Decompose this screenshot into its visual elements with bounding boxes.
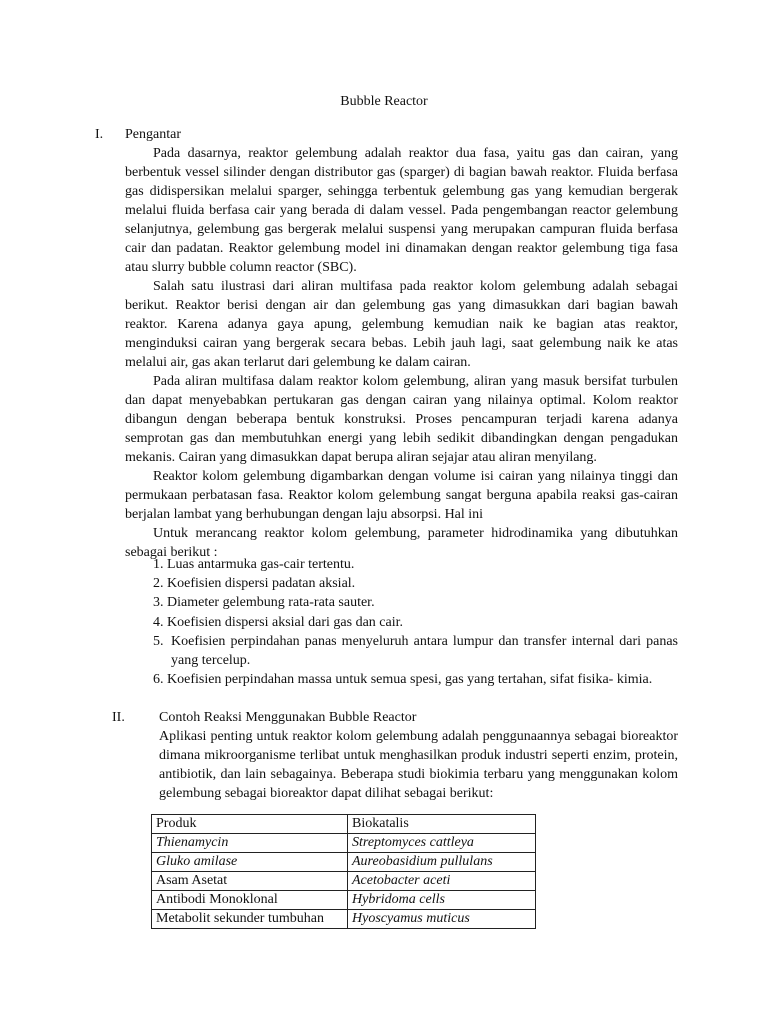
list-number: 4.	[153, 614, 164, 630]
table-row	[152, 853, 536, 872]
paragraph: Pada aliran multifasa dalam reaktor kolom gelembung, aliran yang masuk bersifat turbulen dan dapat menyebabkan pertukaran gas dengan cairan yang nilainya optimal. Kolom reaktor dibangun dengan beberapa bentuk konstruksi. Proses pencampuran terjadi karena adanya semprotan gas dan membutuhkan energi yang lebih sedikit dibandingkan dengan pengadukan mekanis. Cairan yang dimasukkan dapat berupa aliran sejajar atau aliran menyilang.	[125, 374, 678, 465]
list-text: Koefisien dispersi padatan aksial.	[167, 576, 356, 592]
column-header-produk: Produk	[152, 815, 348, 834]
table-row	[152, 891, 536, 910]
section-1-body	[125, 144, 678, 562]
table-cell: Thienamycin	[152, 834, 348, 853]
section-2-number: II.	[112, 710, 125, 725]
table-cell: Metabolit sekunder tumbuhan	[152, 910, 348, 929]
list-number: 2.	[153, 576, 164, 592]
list-item	[153, 613, 678, 632]
table-row	[152, 834, 536, 853]
paragraph: Aplikasi penting untuk reaktor kolom gelembung adalah penggunaannya sebagai bioreaktor dimana mikroorganisme terlibat untuk menghasilkan produk industri seperti enzim, protein, antibiotik, dan lain sebagainya. Beberapa studi biokimia terbaru yang menggunakan kolom gelembung sebagai bioreaktor dapat dilihat sebagai berikut:	[159, 729, 678, 801]
table-row	[152, 872, 536, 891]
list-text: Diameter gelembung rata-rata sauter.	[167, 595, 375, 611]
list-text: Koefisien dispersi aksial dari gas dan cair.	[167, 614, 403, 630]
section-2-heading: Contoh Reaksi Menggunakan Bubble Reactor	[159, 710, 417, 725]
list-text: Koefisien perpindahan panas menyeluruh antara lumpur dan transfer internal dari panas yang tercelup.	[171, 633, 678, 669]
list-item	[153, 670, 678, 689]
section-1-heading: Pengantar	[125, 127, 181, 142]
section-2-body	[159, 727, 678, 803]
table-header-row	[152, 815, 536, 834]
table-cell: Hyoscyamus muticus	[348, 910, 536, 929]
table-cell: Asam Asetat	[152, 872, 348, 891]
paragraph: Untuk merancang reaktor kolom gelembung, parameter hidrodinamika yang dibutuhkan sebagai berikut :	[125, 526, 678, 560]
document-title: Bubble Reactor	[340, 94, 428, 109]
table-cell: Antibodi Monoklonal	[152, 891, 348, 910]
section-1-number: I.	[95, 127, 104, 142]
list-text: Koefisien perpindahan massa untuk semua spesi, gas yang tertahan, sifat fisika- kimia.	[167, 672, 653, 688]
list-number: 6.	[153, 672, 164, 688]
table-row	[152, 910, 536, 929]
table-cell: Aureobasidium pullulans	[348, 853, 536, 872]
list-number: 1.	[153, 557, 164, 572]
list-number: 3.	[153, 595, 164, 611]
table-cell: Hybridoma cells	[348, 891, 536, 910]
list-item	[153, 632, 678, 670]
list-item	[153, 574, 678, 593]
list-text: Luas antarmuka gas-cair tertentu.	[167, 557, 355, 572]
table-cell: Streptomyces cattleya	[348, 834, 536, 853]
paragraph: Pada dasarnya, reaktor gelembung adalah reaktor dua fasa, yaitu gas dan cairan, yang berbentuk vessel silinder dengan distributor gas (sparger) di bagian bawah reaktor. Fluida berfasa gas didispersikan melalui sparger, sehingga terbentuk gelembung gas yang kemudian bergerak melalui fluida berfasa cair yang berada di dalam vessel. Pada pengembangan reactor gelembung selanjutnya, gelembung gas bergerak melalui suspensi yang merupakan campuran fluida berfasa cair dan padatan. Reaktor gelembung model ini dinamakan dengan reaktor gelembung tiga fasa atau slurry bubble column reactor (SBC).	[125, 146, 678, 275]
column-header-biokatalis: Biokatalis	[348, 815, 536, 834]
biocatalyst-table	[151, 814, 536, 929]
list-item	[153, 555, 678, 574]
paragraph: Salah satu ilustrasi dari aliran multifasa pada reaktor kolom gelembung adalah sebagai berikut. Reaktor berisi dengan air dan gelembung gas yang dimasukkan dari bagian bawah reaktor. Karena adanya gaya apung, gelembung kemudian naik ke bagian atas reaktor, menginduksi cairan yang bergerak secara bebas. Lebih jauh lagi, saat gelembung naik ke atas melalui air, gas akan terlarut dari gelembung ke dalam cairan.	[125, 279, 678, 370]
table-cell: Acetobacter aceti	[348, 872, 536, 891]
paragraph: Reaktor kolom gelembung digambarkan dengan volume isi cairan yang nilainya tinggi dan permukaan perbatasan fasa. Reaktor kolom gelembung sangat berguna apabila reaksi gas-cairan berjalan lambat yang berhubungan dengan laju absorpsi. Hal ini	[125, 469, 678, 522]
list-item	[153, 593, 678, 612]
parameter-list	[153, 555, 678, 689]
table-cell: Gluko amilase	[152, 853, 348, 872]
list-number: 5.	[153, 633, 164, 649]
